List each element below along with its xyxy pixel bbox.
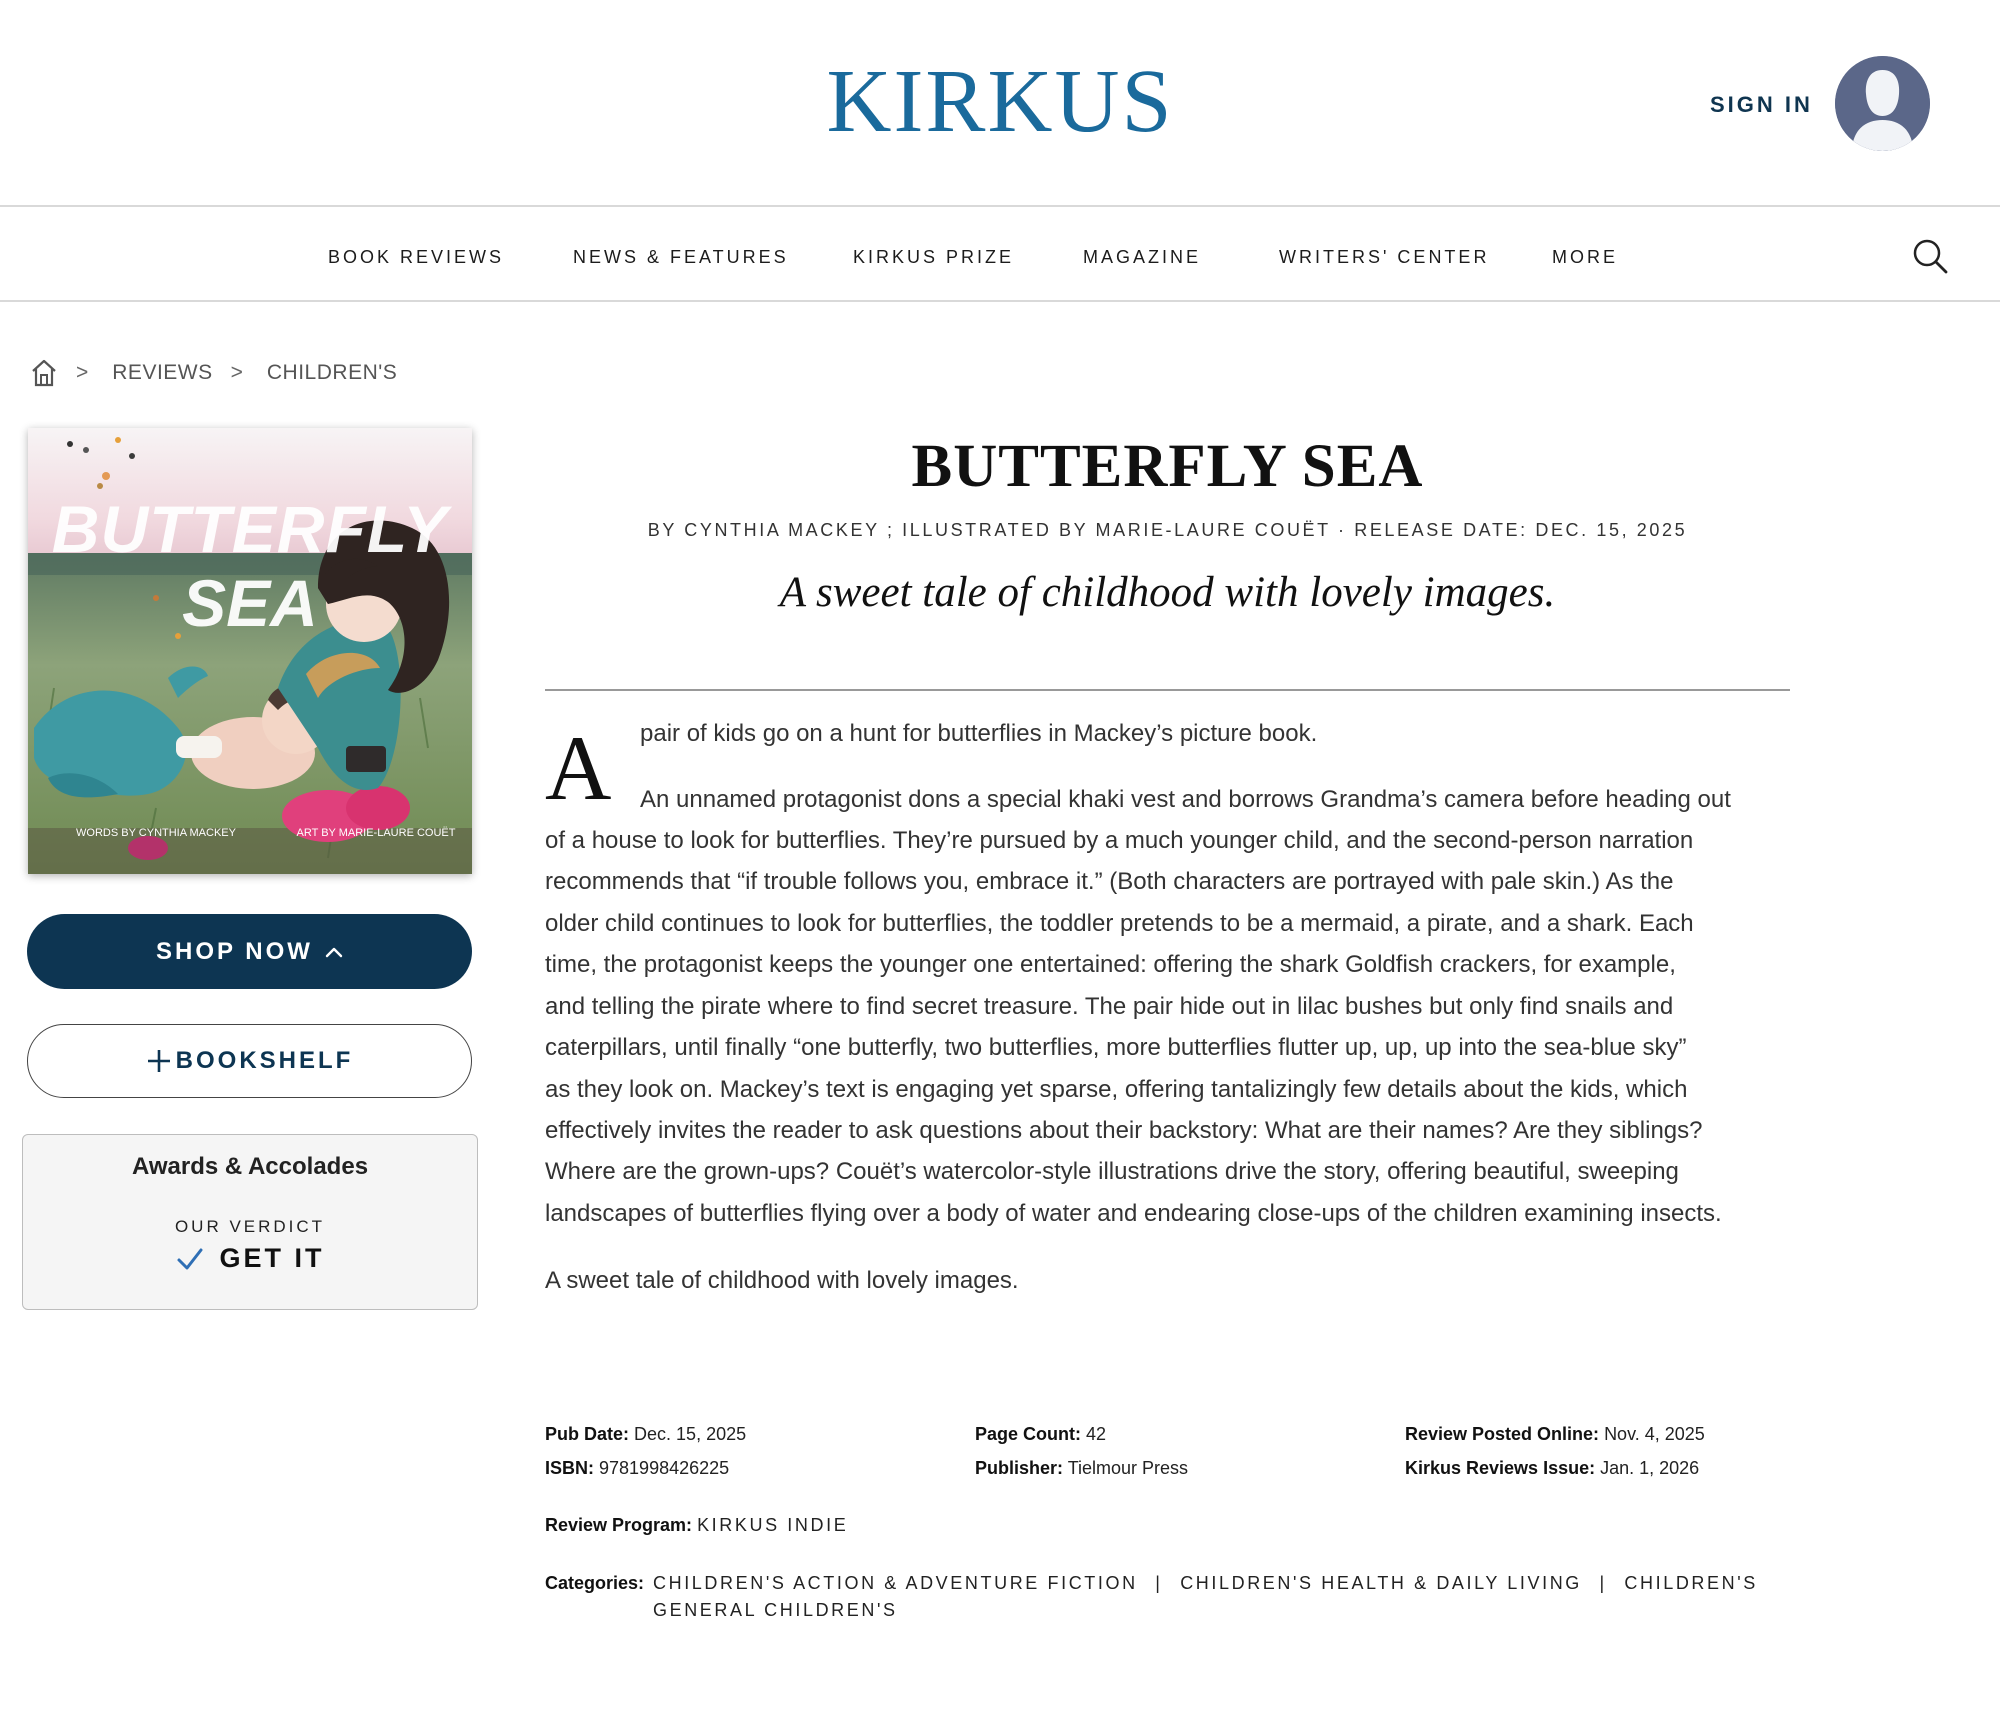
categories-label: Categories:	[545, 1573, 645, 1593]
review-body-line: time, the protagonist keeps the younger one entertained: offering the shark Goldfish crackers, for example,	[545, 951, 1676, 978]
isbn-label: ISBN:	[545, 1458, 594, 1478]
checkmark-icon	[176, 1246, 204, 1272]
cover-title-line1: BUTTERFLY	[51, 492, 449, 566]
page-count-value: 42	[1086, 1424, 1107, 1444]
cover-art-credit: ART BY MARIE-LAURE COUËT	[296, 827, 456, 839]
book-cover-image[interactable]	[28, 428, 472, 874]
categories-line2	[653, 1600, 898, 1621]
review-body-line: of a house to look for butterflies. They’re pursued by a much younger child, and the second-person narration	[545, 827, 1694, 854]
review-closing: A sweet tale of childhood with lovely images.	[545, 1267, 1019, 1294]
review-program-label: Review Program:	[545, 1515, 693, 1535]
breadcrumb-separator: >	[230, 361, 243, 384]
pub-date-label: Pub Date:	[545, 1424, 630, 1444]
category-link[interactable]: GENERAL CHILDREN'S	[653, 1600, 898, 1620]
chevron-up-icon	[325, 946, 343, 958]
page-count	[975, 1424, 1106, 1445]
review-body-line: as they look on. Mackey’s text is engaging yet sparse, offering tantalizingly few details about the kids, which	[545, 1076, 1688, 1103]
main-nav	[0, 209, 2000, 302]
nav-book-reviews[interactable]: BOOK REVIEWS	[328, 247, 505, 267]
site-header	[0, 0, 2000, 207]
verdict-row	[23, 1243, 477, 1274]
review-posted	[1405, 1424, 1705, 1445]
category-separator: |	[1599, 1573, 1607, 1593]
publisher-label: Publisher:	[975, 1458, 1064, 1478]
review-body-line: caterpillars, until finally “one butterfly, two butterflies, more butterflies flutter up, up, up into the sea-blue sky”	[545, 1034, 1687, 1061]
review-posted-label: Review Posted Online:	[1405, 1424, 1600, 1444]
add-to-bookshelf-button[interactable]	[27, 1024, 472, 1098]
bookshelf-label: BOOKSHELF	[175, 1047, 354, 1074]
awards-title: Awards & Accolades	[131, 1153, 369, 1180]
breadcrumb-separator: >	[76, 361, 89, 384]
shop-now-label: SHOP NOW	[156, 937, 313, 965]
shop-now-button[interactable]	[27, 914, 472, 989]
review-body-line: and telling the pirate where to find secret treasure. The pair hide out in lilac bushes but only find snails and	[545, 993, 1674, 1020]
categories-line1	[653, 1573, 1758, 1594]
pub-date-value: Dec. 15, 2025	[634, 1424, 747, 1444]
divider	[545, 689, 1790, 691]
review-body-line: recommends that “if trouble follows you, embrace it.” (Both characters are portrayed with pale skin.) As the	[545, 868, 1674, 895]
page-count-label: Page Count:	[975, 1424, 1081, 1444]
isbn-value: 9781998426225	[599, 1458, 730, 1478]
publisher-value: Tielmour Press	[1067, 1458, 1189, 1478]
review-first-paragraph: pair of kids go on a hunt for butterflies in Mackey’s picture book.	[640, 720, 1318, 747]
review-body-line: effectively invites the reader to ask questions about their backstory: What are their names? Are they siblings?	[545, 1117, 1703, 1144]
kirkus-issue-label: Kirkus Reviews Issue:	[1405, 1458, 1596, 1478]
review-posted-value: Nov. 4, 2025	[1604, 1424, 1705, 1444]
search-icon[interactable]	[1910, 236, 1950, 276]
review-program-link[interactable]: KIRKUS INDIE	[697, 1515, 849, 1535]
awards-panel	[22, 1134, 478, 1310]
breadcrumb	[30, 355, 397, 391]
review-body-line: older child continues to look for butterflies, the toddler pretends to be a mermaid, a pirate, and a shark. Each	[545, 910, 1694, 937]
review-tagline: A sweet tale of childhood with lovely images.	[779, 569, 1556, 616]
nav-writers-center[interactable]: WRITERS' CENTER	[1279, 247, 1490, 267]
isbn	[545, 1458, 729, 1479]
category-separator: |	[1155, 1573, 1163, 1593]
cover-title-line2: SEA	[182, 566, 318, 640]
nav-news-features[interactable]: NEWS & FEATURES	[573, 247, 789, 267]
category-link[interactable]: CHILDREN'S	[1624, 1573, 1758, 1593]
plus-icon	[146, 1048, 172, 1074]
user-avatar-icon[interactable]	[1835, 56, 1930, 151]
nav-magazine[interactable]: MAGAZINE	[1083, 247, 1202, 267]
categories-label-row	[545, 1573, 644, 1594]
book-title: BUTTERFLY SEA	[911, 433, 1424, 500]
pub-date	[545, 1424, 746, 1445]
kirkus-issue-value: Jan. 1, 2026	[1600, 1458, 1700, 1478]
category-link[interactable]: CHILDREN'S HEALTH & DAILY LIVING	[1180, 1573, 1582, 1593]
breadcrumb-childrens[interactable]: CHILDREN'S	[266, 361, 398, 384]
nav-more[interactable]: MORE	[1552, 247, 1618, 267]
category-link[interactable]: CHILDREN'S ACTION & ADVENTURE FICTION	[653, 1573, 1138, 1593]
review-body-line: Where are the grown-ups? Couët’s watercolor-style illustrations drive the story, offering beautiful, sweeping	[545, 1158, 1679, 1185]
breadcrumb-reviews[interactable]: REVIEWS	[112, 361, 213, 384]
sign-in-link[interactable]: SIGN IN	[1710, 92, 1813, 117]
drop-cap: A	[545, 717, 612, 819]
home-icon[interactable]	[30, 358, 58, 388]
review-program	[545, 1515, 848, 1536]
nav-kirkus-prize[interactable]: KIRKUS PRIZE	[853, 247, 1015, 267]
review-body-line: landscapes of butterflies flying over a body of water and endearing close-ups of the children examining insects.	[545, 1200, 1722, 1227]
byline: BY CYNTHIA MACKEY ; ILLUSTRATED BY MARIE-LAURE COUËT · RELEASE DATE: DEC. 15, 2025	[647, 520, 1688, 540]
kirkus-logo[interactable]: KIRKUS	[826, 52, 1174, 151]
kirkus-issue	[1405, 1458, 1699, 1479]
publisher	[975, 1458, 1188, 1479]
cover-words-credit: WORDS BY CYNTHIA MACKEY	[76, 827, 236, 839]
verdict-label: OUR VERDICT	[174, 1217, 326, 1236]
verdict-value: GET IT	[219, 1243, 325, 1273]
review-body-line: An unnamed protagonist dons a special khaki vest and borrows Grandma’s camera before heading out	[640, 786, 1731, 813]
